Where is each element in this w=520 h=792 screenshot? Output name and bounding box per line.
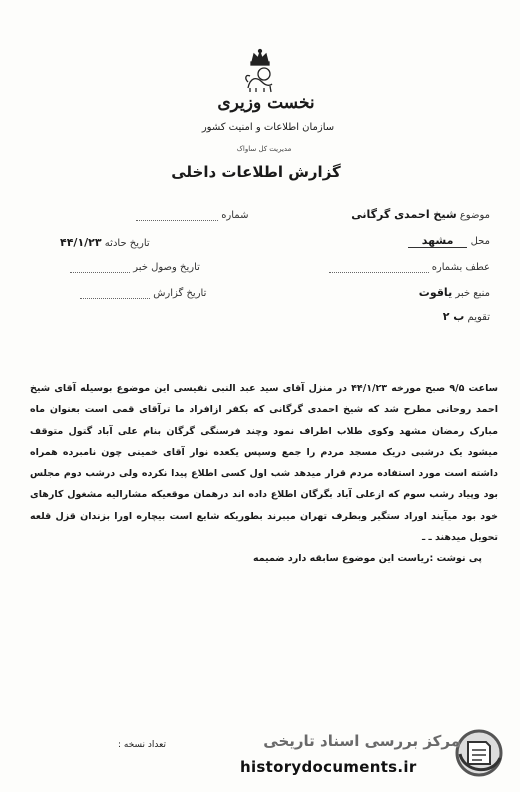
place-field bbox=[408, 234, 490, 247]
rating-value: ب ۲ bbox=[442, 310, 465, 323]
subject-label: موضوع bbox=[459, 210, 490, 221]
place-value: مشهد bbox=[408, 234, 468, 248]
rating-field bbox=[443, 310, 490, 323]
report-date-label: تاریخ گزارش bbox=[153, 288, 207, 299]
report-date-value bbox=[80, 288, 150, 299]
archive-logo-icon bbox=[454, 728, 504, 778]
organization-name: سازمان اطلاعات و امنیت کشور bbox=[201, 122, 335, 133]
number-label: شماره bbox=[221, 210, 249, 221]
received-date-field bbox=[70, 262, 200, 273]
number-field bbox=[136, 210, 248, 221]
place-label: محل bbox=[470, 236, 490, 247]
organization-subline: مدیریت کل ساواک bbox=[236, 145, 292, 153]
rating-label: تقویم bbox=[467, 312, 490, 323]
event-date-value: ۴۴/۱/۲۳ bbox=[60, 236, 102, 249]
report-note: پی نوشت :رياست این موضوع سابقه دارد ضمیمه bbox=[253, 553, 482, 564]
watermark-title: مرکز بررسی اسناد تاریخی bbox=[263, 732, 460, 750]
report-date-field bbox=[80, 288, 206, 299]
lion-and-sun-emblem-icon bbox=[238, 48, 282, 94]
subject-value: شیخ احمدی گرگانی bbox=[351, 208, 457, 221]
issuer-title: نخست وزیری bbox=[217, 93, 315, 113]
watermark bbox=[232, 722, 514, 788]
reference-value bbox=[329, 262, 429, 273]
number-value bbox=[136, 210, 218, 221]
received-date-value bbox=[70, 262, 130, 273]
subject-field bbox=[351, 208, 490, 221]
received-date-label: تاریخ وصول خبر bbox=[133, 262, 200, 273]
event-date-field bbox=[60, 236, 150, 249]
source-field bbox=[419, 286, 490, 299]
report-body bbox=[30, 378, 498, 548]
source-label: منبع خبر bbox=[455, 288, 490, 299]
reference-field bbox=[329, 262, 491, 273]
report-paragraph: ساعت ۹/۵ صبح مورخه ۴۴/۱/۲۳ در منزل آقای سید عبد النبی نفیسی این موضوع بوسیله آقای شیخ احمد روحانی مطرح شد که شیخ احمدی گرگانی که بکفر ازافراد ما ترآقای قمی است بعنوان ماه مبارک رمضان مشهد وکوی طلاب اطراف نمود وچند فرسنگی گرگان بنام علی آباد گتول متوقف میشود یک درشبی دریک مسجد مردم را جمع وسپس یکعده نوار آقای خمینی چون نامبرده همراه داشته است مورد استفاده مردم قرار میدهد شب اول کسی اطلاع پیدا نکرده ولی درشب دوم مجلس بود وپیاد رشب سوم که ازعلی آباد بگرگان اطلاع داده اند درهمان موقعیکه مشارالیه مشغول کارهای خود بود میآیند اوراد ستگیر وبطرف تهران میبرند بطوریکه شایع است بیچاره اورا بزندان قزل قلعه تحویل میدهند ـ ـ bbox=[30, 383, 499, 544]
copies-count-label: تعداد نسخه : bbox=[118, 740, 167, 750]
source-value: یاقوت bbox=[418, 286, 453, 299]
report-title: گزارش اطلاعات داخلی bbox=[171, 163, 341, 181]
reference-label: عطف بشماره bbox=[431, 262, 490, 273]
watermark-url: historydocuments.ir bbox=[240, 758, 417, 776]
event-date-label: تاریخ حادثه bbox=[104, 238, 150, 249]
